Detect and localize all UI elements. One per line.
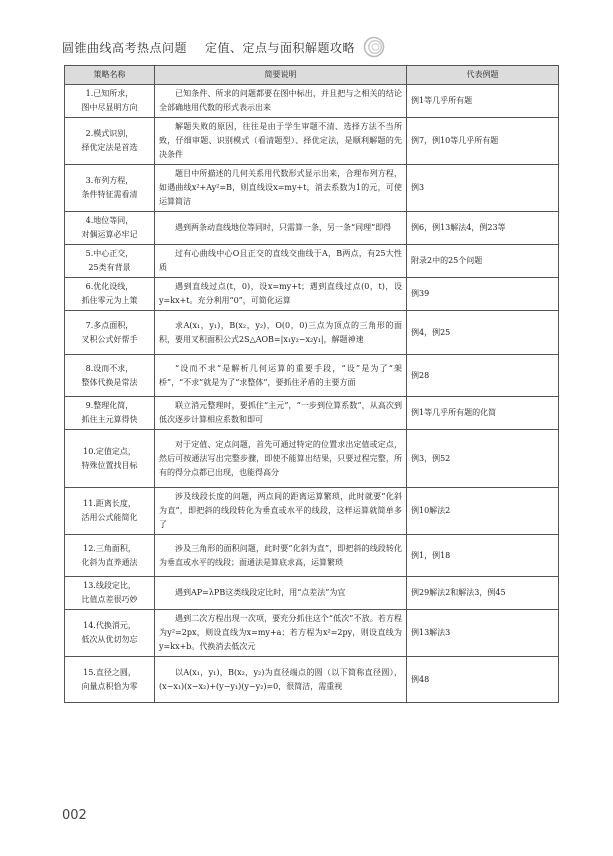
header-description: 简要说明 bbox=[155, 66, 407, 85]
strategy-name-cell bbox=[65, 657, 155, 703]
strategy-name-line2: 整体代换是常法 bbox=[81, 377, 138, 387]
strategy-name-cell bbox=[65, 535, 155, 577]
examples-text: 例6，例13解法4，例23等 bbox=[411, 223, 506, 232]
examples-cell bbox=[407, 488, 559, 535]
table-row bbox=[65, 657, 559, 703]
table-row bbox=[65, 355, 559, 397]
strategy-name-line2: 向量点积恰为零 bbox=[81, 681, 138, 691]
description-cell bbox=[155, 610, 407, 657]
examples-cell bbox=[407, 245, 559, 278]
description-text: 过有心曲线中心O且正交的直线交曲线于A，B两点，有25大性质 bbox=[159, 249, 402, 272]
header-strategy-name: 策略名称 bbox=[65, 66, 155, 85]
strategy-name-line1: 2.模式识别， bbox=[85, 129, 134, 138]
strategy-name-line2: 择优定法是首选 bbox=[81, 143, 138, 152]
strategy-name-line2: 抓住零元为上策 bbox=[81, 296, 138, 305]
description-cell bbox=[155, 118, 407, 165]
strategy-name-line2: 化斜为直养通法 bbox=[81, 557, 138, 567]
strategy-name-cell bbox=[65, 430, 155, 488]
strategy-name-line2: 叉积公式好帮手 bbox=[81, 334, 138, 344]
strategy-name-cell bbox=[65, 488, 155, 535]
strategy-name-cell bbox=[65, 245, 155, 278]
examples-cell bbox=[407, 212, 559, 245]
examples-cell bbox=[407, 577, 559, 610]
description-text: “设而不求”是解析几何运算的重要手段，“设”是为了“架桥”，“不求”就是为了“求整体”，要抓住矛盾的主要方面 bbox=[159, 363, 402, 387]
examples-cell bbox=[407, 311, 559, 355]
description-text: 联立消元整理时，要抓住“主元”，“一步到位算系数”，从高次到低次逐步计算相应系数和即可 bbox=[159, 401, 402, 424]
description-text: 对于定值、定点问题，首先可通过特定的位置求出定值或定点，然后可按通法写出完整步骤，即使不能算出结果，只要过程完整，所有的得分点都已出现，也能得高分 bbox=[159, 439, 402, 477]
examples-text: 例3 bbox=[411, 183, 425, 192]
strategy-name-line1: 1.已知所求， bbox=[85, 89, 134, 98]
examples-cell bbox=[407, 85, 559, 118]
examples-text: 例1，例18 bbox=[411, 550, 451, 560]
strategy-name-line1: 7.多点面积， bbox=[85, 320, 134, 330]
table-row bbox=[65, 278, 559, 311]
strategy-name-cell bbox=[65, 165, 155, 212]
description-text: 涉及三角形的面积问题，此时要“化斜为直”，即把斜的线段转化为垂直或水平的线段；面通法是算底求高，运算繁琐 bbox=[159, 543, 402, 567]
table-row bbox=[65, 535, 559, 577]
strategy-table bbox=[64, 65, 559, 703]
description-text: 已知条件、所求的问题都要在图中标出，并且把与之相关的结论全部确地用代数的形式表示出来 bbox=[159, 89, 402, 112]
table-row bbox=[65, 610, 559, 657]
description-text: 涉及线段长度的问题，两点间的距离运算繁琐，此时就要“化斜为直”，即把斜的线段转化为垂直或水平的线段，这样运算就简单多了 bbox=[159, 492, 402, 529]
header-examples: 代表例题 bbox=[407, 66, 559, 85]
examples-text: 例7，例10等几乎所有题 bbox=[411, 136, 499, 145]
table-row bbox=[65, 118, 559, 165]
examples-text: 例39 bbox=[411, 289, 430, 298]
examples-text: 例3，例52 bbox=[411, 453, 451, 463]
strategy-name-line1: 6.优化设线， bbox=[85, 282, 134, 291]
strategy-name-cell bbox=[65, 85, 155, 118]
description-cell bbox=[155, 212, 407, 245]
strategy-name-cell bbox=[65, 278, 155, 311]
strategy-name-line2: 对偶运算必牢记 bbox=[81, 230, 138, 239]
examples-text: 附录2中的25个问题 bbox=[411, 256, 483, 265]
strategy-name-line2: 图中尽显明方向 bbox=[81, 103, 138, 112]
strategy-name-line1: 12.三角面积， bbox=[83, 543, 136, 553]
strategy-name-line1: 15.直径之圆， bbox=[83, 667, 136, 677]
examples-cell bbox=[407, 610, 559, 657]
description-text: 遇到直线过点(t，0)，设x=my+t；遇到直线过点(0，t)，设y=kx+t。充分利用“0”，可简化运算 bbox=[159, 282, 402, 305]
strategy-name-line2: 25类有背景 bbox=[88, 263, 131, 272]
strategy-name-line1: 13.线段定比， bbox=[83, 581, 136, 590]
running-header bbox=[62, 36, 385, 58]
strategy-name-cell bbox=[65, 311, 155, 355]
strategy-name-cell bbox=[65, 355, 155, 397]
examples-text: 例1等几乎所有题 bbox=[411, 96, 473, 105]
table-row bbox=[65, 212, 559, 245]
description-text: 解题失败的原因，往往是由于学生审题不清、选择方法不当所致，仔细审题、识别模式（看清题型）、择优定法，是顺利解题的先决条件 bbox=[159, 122, 402, 159]
strategy-name-line2: 抓住主元算得快 bbox=[81, 415, 138, 424]
description-cell bbox=[155, 355, 407, 397]
examples-cell bbox=[407, 657, 559, 703]
table-row bbox=[65, 85, 559, 118]
examples-cell bbox=[407, 278, 559, 311]
strategy-name-line1: 9.整理化简， bbox=[85, 401, 134, 410]
strategy-name-cell bbox=[65, 577, 155, 610]
table-row bbox=[65, 245, 559, 278]
table-row bbox=[65, 311, 559, 355]
examples-text: 例10解法2 bbox=[411, 506, 451, 515]
description-cell bbox=[155, 245, 407, 278]
description-cell bbox=[155, 397, 407, 430]
examples-cell bbox=[407, 355, 559, 397]
strategy-name-cell bbox=[65, 212, 155, 245]
strategy-name-line1: 8.设而不求， bbox=[85, 363, 134, 373]
table-row bbox=[65, 165, 559, 212]
description-text: 遇到AP=λPB这类线段定比时，用“点差法”为宜 bbox=[175, 588, 346, 597]
table-header-row bbox=[65, 66, 559, 85]
examples-text: 例48 bbox=[411, 674, 430, 684]
table-row bbox=[65, 577, 559, 610]
description-text: 遇到两条动直线地位等同时，只需算一条，另一条“同理”即得 bbox=[175, 223, 392, 232]
description-text: 求A(x₁，y₁)，B(x₂，y₂)，O(0，0)三点为顶点的三角形的面积，要用叉积面积公式2S△AOB=|x₁y₂−x₂y₁|，解题神速 bbox=[159, 320, 402, 344]
spiral-logo-icon bbox=[363, 36, 385, 58]
table-row bbox=[65, 488, 559, 535]
strategy-name-cell bbox=[65, 397, 155, 430]
examples-text: 例13解法3 bbox=[411, 628, 451, 637]
description-cell bbox=[155, 488, 407, 535]
description-cell bbox=[155, 430, 407, 488]
description-cell bbox=[155, 278, 407, 311]
description-cell bbox=[155, 577, 407, 610]
description-cell bbox=[155, 657, 407, 703]
description-text: 遇到二次方程出现一次项，要充分抓住这个“低次”不放。若方程为y²=2px，则设直线为x=my+a；若方程为x²=2py，则设直线为y=kx+b。代换消去低次元 bbox=[159, 614, 402, 651]
examples-cell bbox=[407, 430, 559, 488]
page-number: 002 bbox=[62, 808, 87, 823]
examples-cell bbox=[407, 165, 559, 212]
strategy-name-line1: 4.地位等同， bbox=[85, 216, 134, 225]
strategy-name-line1: 3.布列方程， bbox=[85, 176, 134, 185]
strategy-name-cell bbox=[65, 610, 155, 657]
strategy-name-line1: 14.代换消元， bbox=[83, 621, 136, 630]
description-cell bbox=[155, 85, 407, 118]
strategy-name-line1: 5.中心正交， bbox=[85, 249, 134, 258]
table-row bbox=[65, 430, 559, 488]
description-cell bbox=[155, 535, 407, 577]
examples-text: 例4，例25 bbox=[411, 327, 451, 337]
strategy-name-cell bbox=[65, 118, 155, 165]
description-cell bbox=[155, 311, 407, 355]
description-cell bbox=[155, 165, 407, 212]
strategy-name-line2: 比值点差很巧妙 bbox=[81, 595, 138, 604]
examples-text: 例1等几乎所有题的化简 bbox=[411, 408, 497, 417]
strategy-name-line1: 10.定值定点， bbox=[83, 446, 136, 456]
strategy-name-line2: 低次从优切勿忘 bbox=[81, 635, 138, 644]
examples-cell bbox=[407, 535, 559, 577]
description-text: 以A(x₁，y₁)，B(x₂，y₂)为直径端点的圆（以下简称直径圆），(x−x₁)(x−x₂)+(y−y₁)(y−y₂)=0，很简洁，需重视 bbox=[159, 667, 402, 691]
strategy-name-line2: 特殊位置找目标 bbox=[81, 460, 138, 470]
examples-cell bbox=[407, 397, 559, 430]
strategy-name-line2: 活用公式能简化 bbox=[81, 513, 138, 522]
strategy-name-line1: 11.距离长度， bbox=[83, 499, 136, 508]
book-title: 圆锥曲线高考热点问题 bbox=[62, 40, 188, 55]
strategy-name-line2: 条件特征需看清 bbox=[81, 190, 138, 199]
description-text: 题目中所描述的几何关系用代数形式显示出来，合理布列方程，如遇曲线x²+Ay²=B，则直线设x=my+t，消去系数为1的元，可使运算简洁 bbox=[159, 169, 402, 206]
chapter-title: 定值、定点与面积解题攻略 bbox=[205, 40, 356, 55]
table-row bbox=[65, 397, 559, 430]
examples-text: 例29解法2和解法3，例45 bbox=[411, 588, 506, 597]
examples-cell bbox=[407, 118, 559, 165]
examples-text: 例28 bbox=[411, 370, 430, 380]
